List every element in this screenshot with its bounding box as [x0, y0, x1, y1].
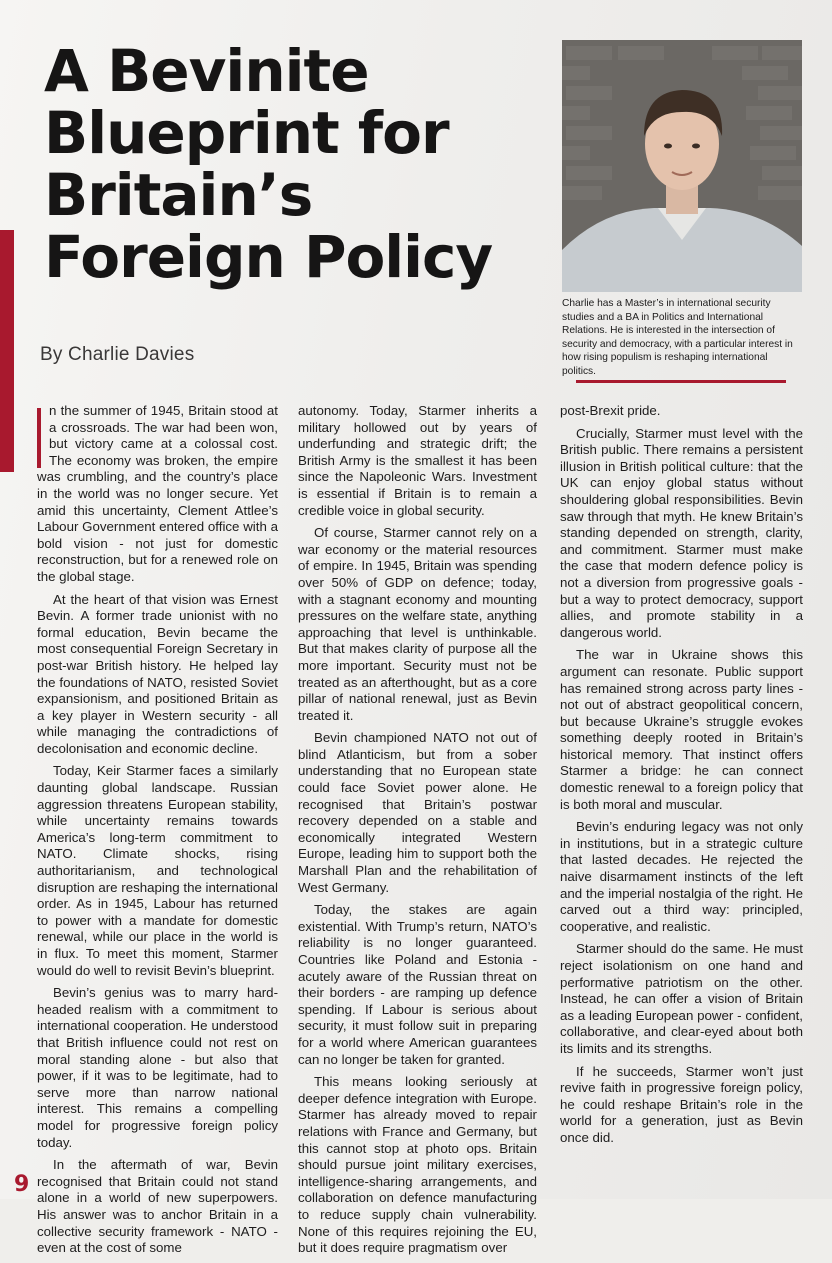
page-number: 9: [14, 1172, 30, 1197]
paragraph: Starmer should do the same. He must reject isolationism on one hand and performative patriotism on the other. Instead, he can offer a vision of Britain as a leading European power - confident, collaborative, and clear-eyed about both its limits and its strengths.: [560, 941, 803, 1056]
paragraph: Crucially, Starmer must level with the British public. There remains a persistent illusion in British political culture: that the UK can enjoy global status without shouldering global responsibilities. Bevin saw through that myth. He knew Britain’s standing depended on strength, clarity, and commitment. Starmer must make the case that modern defence policy is not a diversion from progressive goals - but a way to protect democracy, support allies, and promote stability in a dangerous world.: [560, 425, 803, 640]
paragraph: In the aftermath of war, Bevin recognised that Britain could not stand alone in a world of new superpowers. His answer was to anchor Britain in a collective security framework - NATO - even at the cost of some: [37, 1157, 278, 1256]
title-line: Blueprint for: [44, 99, 449, 167]
article-column-3: [560, 403, 803, 1153]
paragraph-text: n the summer of 1945, Britain stood at a crossroads. The war had been won, but victory came at a colossal cost. The economy was broken, the empire was crumbling, and the country’s place in the world was no longer secure. Yet amid this uncertainty, Clement Attlee’s Labour Government entered office with a bold vision - not just for domestic reconstruction, but for a renewed role on the global stage.: [37, 403, 278, 584]
article-column-2: [298, 403, 537, 1263]
paragraph: If he succeeds, Starmer won’t just revive faith in progressive foreign policy, he could reshape Britain’s role in the world for a generation, just as Bevin once did.: [560, 1063, 803, 1145]
author-portrait-icon: [562, 40, 802, 292]
title-line: A Bevinite: [44, 37, 369, 105]
paragraph: [37, 403, 278, 586]
paragraph: This means looking seriously at deeper defence integration with Europe. Starmer has already moved to repair relations with France and Germany, but this cannot stop at photo ops. Britain should pursue joint military exercises, intelligence-sharing arrangements, and collaboration on defence manufacturing to reduce supply chain vulnerability. None of this requires rejoining the EU, but it does require pragmatism over: [298, 1074, 537, 1256]
paragraph: autonomy. Today, Starmer inherits a military hollowed out by years of underfunding and strategic drift; the British Army is the smallest it has been since the Napoleonic Wars. Investment is essential if Britain is to remain a credible voice in global security.: [298, 403, 537, 518]
byline: By Charlie Davies: [40, 344, 195, 365]
title-line: Foreign Policy: [44, 223, 493, 291]
paragraph: Today, the stakes are again existential. With Trump’s return, NATO’s reliability is no longer guaranteed. Countries like Poland and Estonia - acutely aware of the Russian threat on their borders - are ramping up defence spending. If Labour is serious about security, it must follow suit in preparing for a world where American guarantees can no longer be taken for granted.: [298, 902, 537, 1067]
paragraph: Bevin championed NATO not out of blind Atlanticism, but from a sober understanding that no European state could face Soviet power alone. He recognised that Britain’s postwar recovery depended on a stable and economically integrated Western Europe, leading him to support both the Marshall Plan and the rehabilitation of West Germany.: [298, 730, 537, 895]
article-title: [44, 37, 564, 291]
author-photo: [562, 40, 802, 292]
article-column-1: [37, 403, 278, 1263]
paragraph: Bevin’s enduring legacy was not only in institutions, but in a strategic culture that lasted decades. He rejected the naive disarmament instincts of the left and the imperial nostalgia of the right. He carved out a third way: principled, cooperative, and realistic.: [560, 819, 803, 934]
paragraph: At the heart of that vision was Ernest Bevin. A former trade unionist with no formal education, Bevin became the most consequential Foreign Secretary in post-war British history. He helped lay the foundations of NATO, resisted Soviet expansionism, and positioned Britain as a key player in Western security - all while managing the contradictions of decolonisation and economic decline.: [37, 591, 278, 756]
paragraph: The war in Ukraine shows this argument can resonate. Public support has remained strong across party lines - not out of abstract geopolitical concern, but because Ukraine’s struggle evokes something deeply rooted in Britain’s historical memory. That instinct offers Starmer a bridge: he can connect domestic renewal to a foreign policy that is both moral and muscular.: [560, 647, 803, 812]
paragraph: Of course, Starmer cannot rely on a war economy or the material resources of empire. In 1945, Britain was spending over 50% of GDP on defence; today, with a stagnant economy and mounting pressures on the welfare state, anything approaching that level is unthinkable. But that makes clarity of purpose all the more important. Security must not be treated as an afterthought, but as a core pillar of national renewal, just as Bevin treated it.: [298, 525, 537, 723]
photo-caption: Charlie has a Master’s in international security studies and a BA in Politics and International Relations. He is interested in the intersection of security and democracy, with a particular interest in how rising populism is reshaping international politics.: [562, 298, 793, 377]
paragraph: Bevin’s genius was to marry hard-headed realism with a commitment to international cooperation. He understood that British influence could not rest on moral standing alone - but also that power, if it was to be legitimate, had to serve more than narrow national interest. This remains a compelling model for progressive foreign policy today.: [37, 985, 278, 1150]
title-line: Britain’s: [44, 161, 313, 229]
drop-cap-bar: [37, 408, 41, 468]
paragraph: Today, Keir Starmer faces a similarly daunting global landscape. Russian aggression threatens European stability, while uncertainty remains towards America’s long-term commitment to NATO. Climate shocks, rising authoritarianism, and technological disruption are reshaping the international order. As in 1945, Labour has returned to power with a mandate for domestic renewal, while our place in the world is in flux. To meet this moment, Starmer would do well to revisit Bevin’s blueprint.: [37, 763, 278, 978]
accent-bar: [0, 230, 14, 472]
caption-rule: [576, 380, 786, 383]
paragraph: post-Brexit pride.: [560, 403, 661, 418]
